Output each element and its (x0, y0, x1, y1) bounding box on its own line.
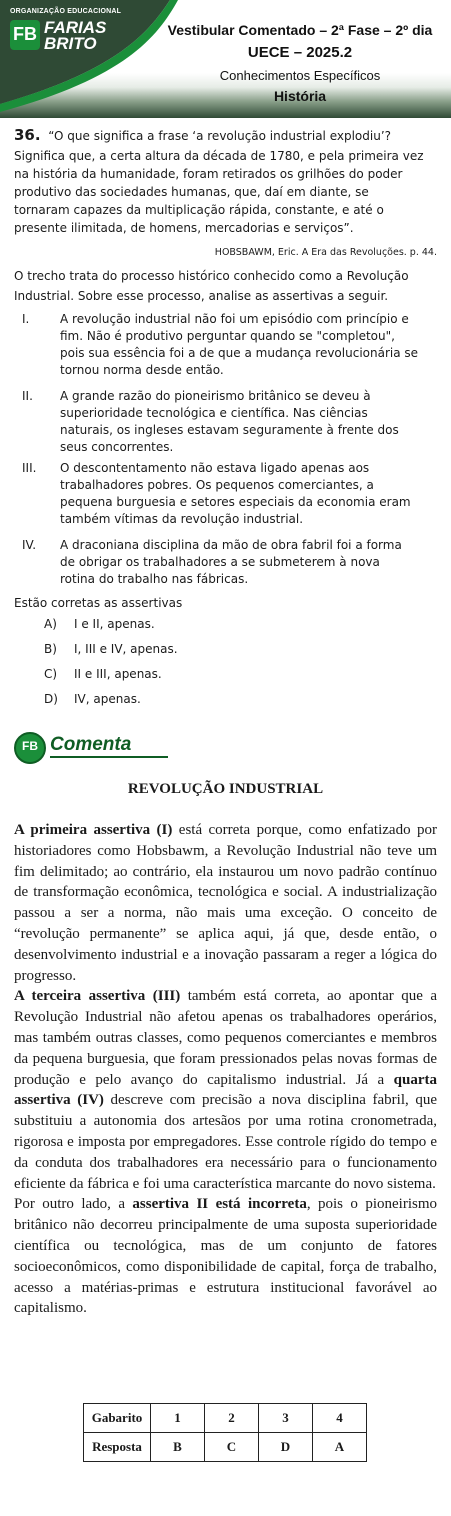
fb-logo-icon: FB (10, 20, 40, 50)
bold-phrase: A primeira assertiva (I) (14, 822, 173, 838)
table-cell: 1 (151, 1404, 205, 1433)
paragraph-text: também está correta, ao apontar que a Revolução Industrial não afetou apenas os trabalhadores operários, mas também outras classes, como pequenos comerciantes e membros da pequena burguesia, que foram pressionados pelas novas formas de produção e pelo avanço do capitalismo industrial. Já a (14, 988, 437, 1088)
assertion-line: também vítimas da revolução industrial. (60, 512, 304, 526)
assertion-line: naturais, os ingleses estavam seguramente à frente dos (60, 423, 399, 437)
assertion-line: rotina do trabalho nas fábricas. (60, 572, 249, 586)
assertion-number: III. (22, 461, 37, 475)
assertion-line: fim. Não é produtivo perguntar quando se "completou", (60, 329, 395, 343)
assertion-line: pequena burguesia e setores especiais da economia eram (60, 495, 411, 509)
exam-section: Conhecimentos Específicos (219, 68, 381, 83)
quote-line: Significa que, a certa altura da década de 1780, e pela primeira vez (14, 149, 424, 163)
comenta-underline (50, 756, 168, 758)
bold-phrase: A terceira assertiva (III) (14, 988, 181, 1005)
comenta-label: Comenta (50, 734, 132, 755)
table-cell: 4 (313, 1404, 367, 1433)
assertion-line: superioridade tecnológica e científica. Nas ciências (60, 406, 368, 420)
table-header-cell: Resposta (84, 1433, 151, 1462)
option-text: I, III e IV, apenas. (74, 642, 178, 656)
answer-option-d[interactable] (44, 692, 141, 706)
option-text: IV, apenas. (74, 692, 141, 706)
commentary-title: REVOLUÇÃO INDUSTRIAL (127, 781, 324, 797)
quote-line: presente ilimitada, de homens, mercadorias e serviços”. (14, 221, 354, 235)
quote-line: produtivo das sociedades humanas, que, daí em diante, se (14, 185, 369, 199)
bold-phrase: quarta assertiva (IV) (14, 1071, 437, 1109)
assertion-line: de obrigar os trabalhadores a se submeterem à nova (60, 555, 380, 569)
intro-line: O trecho trata do processo histórico conhecido como a Revolução (14, 269, 409, 283)
option-letter: C) (44, 667, 58, 681)
assertion-line: seus concorrentes. (60, 440, 174, 454)
brand-line-1: FARIAS (44, 18, 107, 37)
answer-table (83, 1403, 367, 1462)
quote-line: tornaram capazes da multiplicação rápida, constante, e até o (14, 203, 384, 217)
assertion-number: II. (22, 389, 33, 403)
question-number: 36. (14, 126, 41, 144)
assertion-line: A draconiana disciplina da mão de obra fabril foi a forma (60, 538, 402, 552)
option-letter: D) (44, 692, 58, 706)
table-cell: 3 (259, 1404, 313, 1433)
answer-option-b[interactable] (44, 642, 178, 656)
assertion-line: A grande razão do pioneirismo britânico se deveu à (60, 389, 371, 403)
paragraph-text: descreve com precisão a nova disciplina fabril, que substituiu a autonomia dos artesãos por uma rotina cronometrada, rigorosa e imposta por empregadores. Esse controle rígido do tempo e da conduta dos trabalhadores era necessário para o funcionamento eficiente da fábrica e foi uma característica marcante do novo sistema. (14, 1092, 437, 1192)
table-cell: 2 (205, 1404, 259, 1433)
commentary-paragraph-3 (14, 1194, 437, 1319)
comenta-heading (14, 732, 164, 762)
assertion-line: pois sua essência foi a de que a mudança revolucionária se (60, 346, 419, 360)
commentary-paragraph-2 (14, 986, 437, 1194)
answer-option-c[interactable] (44, 667, 162, 681)
option-letter: B) (44, 642, 57, 656)
paragraph-text: Por outro lado, a (14, 1196, 133, 1213)
option-letter: A) (44, 617, 57, 631)
assertion-line: trabalhadores pobres. Os pequenos comerciantes, a (60, 478, 374, 492)
page-header (0, 0, 451, 118)
answer-option-a[interactable] (44, 617, 155, 631)
table-row (84, 1404, 367, 1433)
assertion-number: I. (22, 312, 30, 326)
question-stem: Estão corretas as assertivas (14, 596, 183, 610)
paragraph-text: está correta porque, como enfatizado por historiadores como Hobsbawm, a Revolução Industrial não teve um fim delimitado; ao contrário, ela instaurou um novo padrão contínuo de transformação econômica, tecnológica e social. A industrialização passou a ser a norma, não mais uma exceção. O conceito de “revolução permanente” se aplica aqui, já que, desde então, o desenvolvimento industrial e a inovação passaram a reger a lógica do progresso. (14, 822, 437, 984)
assertion-line: A revolução industrial não foi um episódio com princípio e (60, 312, 409, 326)
table-header-cell: Gabarito (84, 1404, 151, 1433)
table-cell: D (259, 1433, 313, 1462)
commentary-paragraph-1 (14, 820, 437, 986)
assertion-line: tornou norma desde então. (60, 363, 224, 377)
table-cell: C (205, 1433, 259, 1462)
option-text: II e III, apenas. (74, 667, 162, 681)
exam-subject: História (273, 88, 327, 104)
paragraph-text: , pois o pioneirismo britânico não decorreu principalmente de uma suposta superioridade científica ou tecnológica, mas de um conjunto de fatores socioeconômicos, como disponibilidade de capital, força de trabalho, acesso a matérias-primas e estrutura institucional favorável ao capitalismo. (14, 1196, 438, 1317)
table-cell: A (313, 1433, 367, 1462)
brand-line-2: BRITO (44, 34, 97, 53)
quote-line: na história da humanidade, foram retirados os grilhões do poder (14, 167, 403, 181)
quote-citation: HOBSBAWM, Eric. A Era das Revoluções. p. 44. (214, 247, 437, 258)
intro-line: Industrial. Sobre esse processo, analise as assertivas a seguir. (14, 289, 389, 303)
exam-title: Vestibular Comentado – 2ª Fase – 2º dia (167, 22, 433, 38)
table-cell: B (151, 1433, 205, 1462)
farias-brito-logo (8, 8, 128, 54)
assertion-number: IV. (22, 538, 37, 552)
commentary-body (14, 820, 437, 1319)
quote-line: “O que significa a frase ‘a revolução industrial explodiu’? (48, 129, 392, 143)
bold-phrase: assertiva II está incorreta (132, 1196, 307, 1213)
exam-edition: UECE – 2025.2 (247, 44, 353, 61)
table-row (84, 1433, 367, 1462)
option-text: I e II, apenas. (74, 617, 155, 631)
org-label: ORGANIZAÇÃO EDUCACIONAL (10, 8, 122, 15)
assertion-line: O descontentamento não estava ligado apenas aos (60, 461, 370, 475)
fb-badge-icon: FB (14, 732, 46, 764)
